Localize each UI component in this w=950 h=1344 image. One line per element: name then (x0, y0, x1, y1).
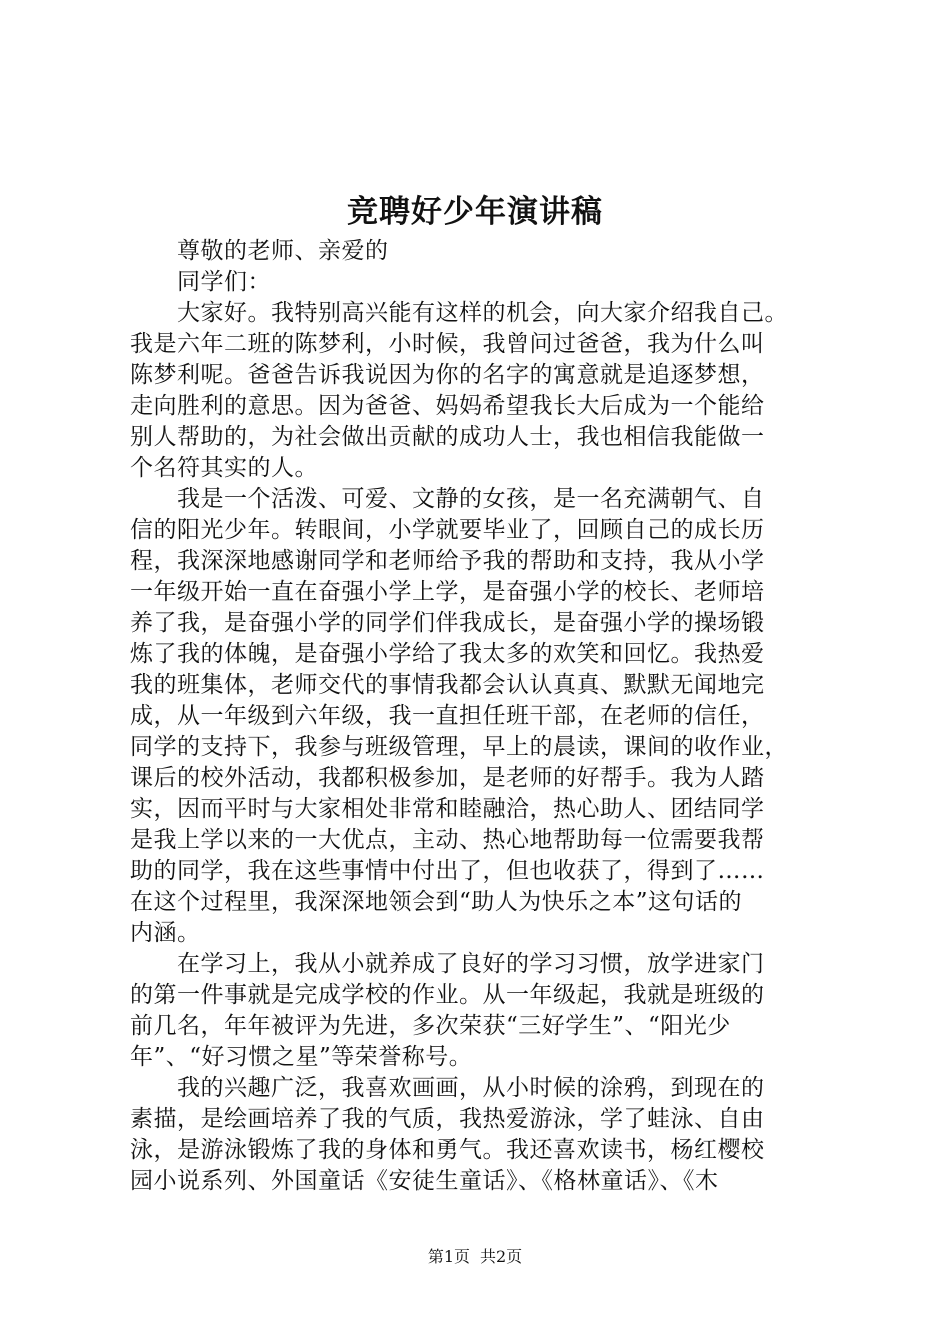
text-line: 素描，是绘画培养了我的气质，我热爱游泳，学了蛙泳、自由 (130, 1106, 765, 1132)
text-line: 园小说系列、外国童话《安徒生童话》、《格林童话》、《木 (130, 1168, 719, 1194)
text-line: 成，从一年级到六年级，我一直担任班干部，在老师的信任， (130, 703, 765, 729)
document-title: 竞聘好少年演讲稿 (347, 194, 603, 230)
text-line: 的第一件事就是完成学校的作业。从一年级起，我就是班级的 (130, 982, 765, 1008)
text-line: 陈梦利呢。爸爸告诉我说因为你的名字的寓意就是追逐梦想， (130, 362, 765, 388)
page-total: 共2页 (480, 1247, 523, 1266)
text-line: 别人帮助的，为社会做出贡献的成功人士，我也相信我能做一 (130, 424, 765, 450)
text-line: 信的阳光少年。转眼间，小学就要毕业了，回顾自己的成长历 (130, 517, 765, 543)
text-line: 走向胜利的意思。因为爸爸、妈妈希望我长大后成为一个能给 (130, 393, 765, 419)
text-line: 课后的校外活动，我都积极参加，是老师的好帮手。我为人踏 (130, 765, 765, 791)
text-line: 程，我深深地感谢同学和老师给予我的帮助和支持，我从小学 (130, 548, 765, 574)
text-line: 炼了我的体魄，是奋强小学给了我太多的欢笑和回忆。我热爱 (130, 641, 765, 667)
page-number: 第1页 (427, 1247, 470, 1266)
text-line: 我是一个活泼、可爱、文静的女孩，是一名充满朝气、自 (177, 486, 765, 512)
text-line: 我的兴趣广泛，我喜欢画画，从小时候的涂鸦，到现在的 (177, 1075, 765, 1101)
page-footer (0, 1244, 950, 1267)
text-line: 泳，是游泳锻炼了我的身体和勇气。我还喜欢读书，杨红樱校 (130, 1137, 765, 1163)
text-line: 助的同学，我在这些事情中付出了，但也收获了，得到了…… (130, 858, 765, 884)
text-line: 前几名，年年被评为先进，多次荣获“三好学生”、“阳光少 (130, 1013, 731, 1039)
text-line: 实，因而平时与大家相处非常和睦融洽，热心助人、团结同学 (130, 796, 765, 822)
text-line: 一年级开始一直在奋强小学上学，是奋强小学的校长、老师培 (130, 579, 765, 605)
text-line: 年”、“好习惯之星”等荣誉称号。 (130, 1044, 473, 1070)
text-line: 在这个过程里，我深深地领会到“助人为快乐之本”这句话的 (130, 889, 743, 915)
text-line: 内涵。 (130, 920, 201, 946)
text-line: 同学们： (177, 269, 271, 295)
text-line: 同学的支持下，我参与班级管理，早上的晨读，课间的收作业， (130, 734, 788, 760)
text-line: 养了我，是奋强小学的同学们伴我成长，是奋强小学的操场锻 (130, 610, 765, 636)
text-line: 尊敬的老师、亲爱的 (177, 238, 389, 264)
text-line: 在学习上，我从小就养成了良好的学习习惯，放学进家门 (177, 951, 765, 977)
text-line: 我的班集体，老师交代的事情我都会认认真真、默默无闻地完 (130, 672, 765, 698)
text-line: 大家好。我特别高兴能有这样的机会，向大家介绍我自己。 (177, 300, 788, 326)
text-line: 我是六年二班的陈梦利，小时候，我曾问过爸爸，我为什么叫 (130, 331, 765, 357)
text-line: 个名符其实的人。 (130, 455, 318, 481)
document-body (130, 236, 830, 1197)
text-line: 是我上学以来的一大优点，主动、热心地帮助每一位需要我帮 (130, 827, 765, 853)
